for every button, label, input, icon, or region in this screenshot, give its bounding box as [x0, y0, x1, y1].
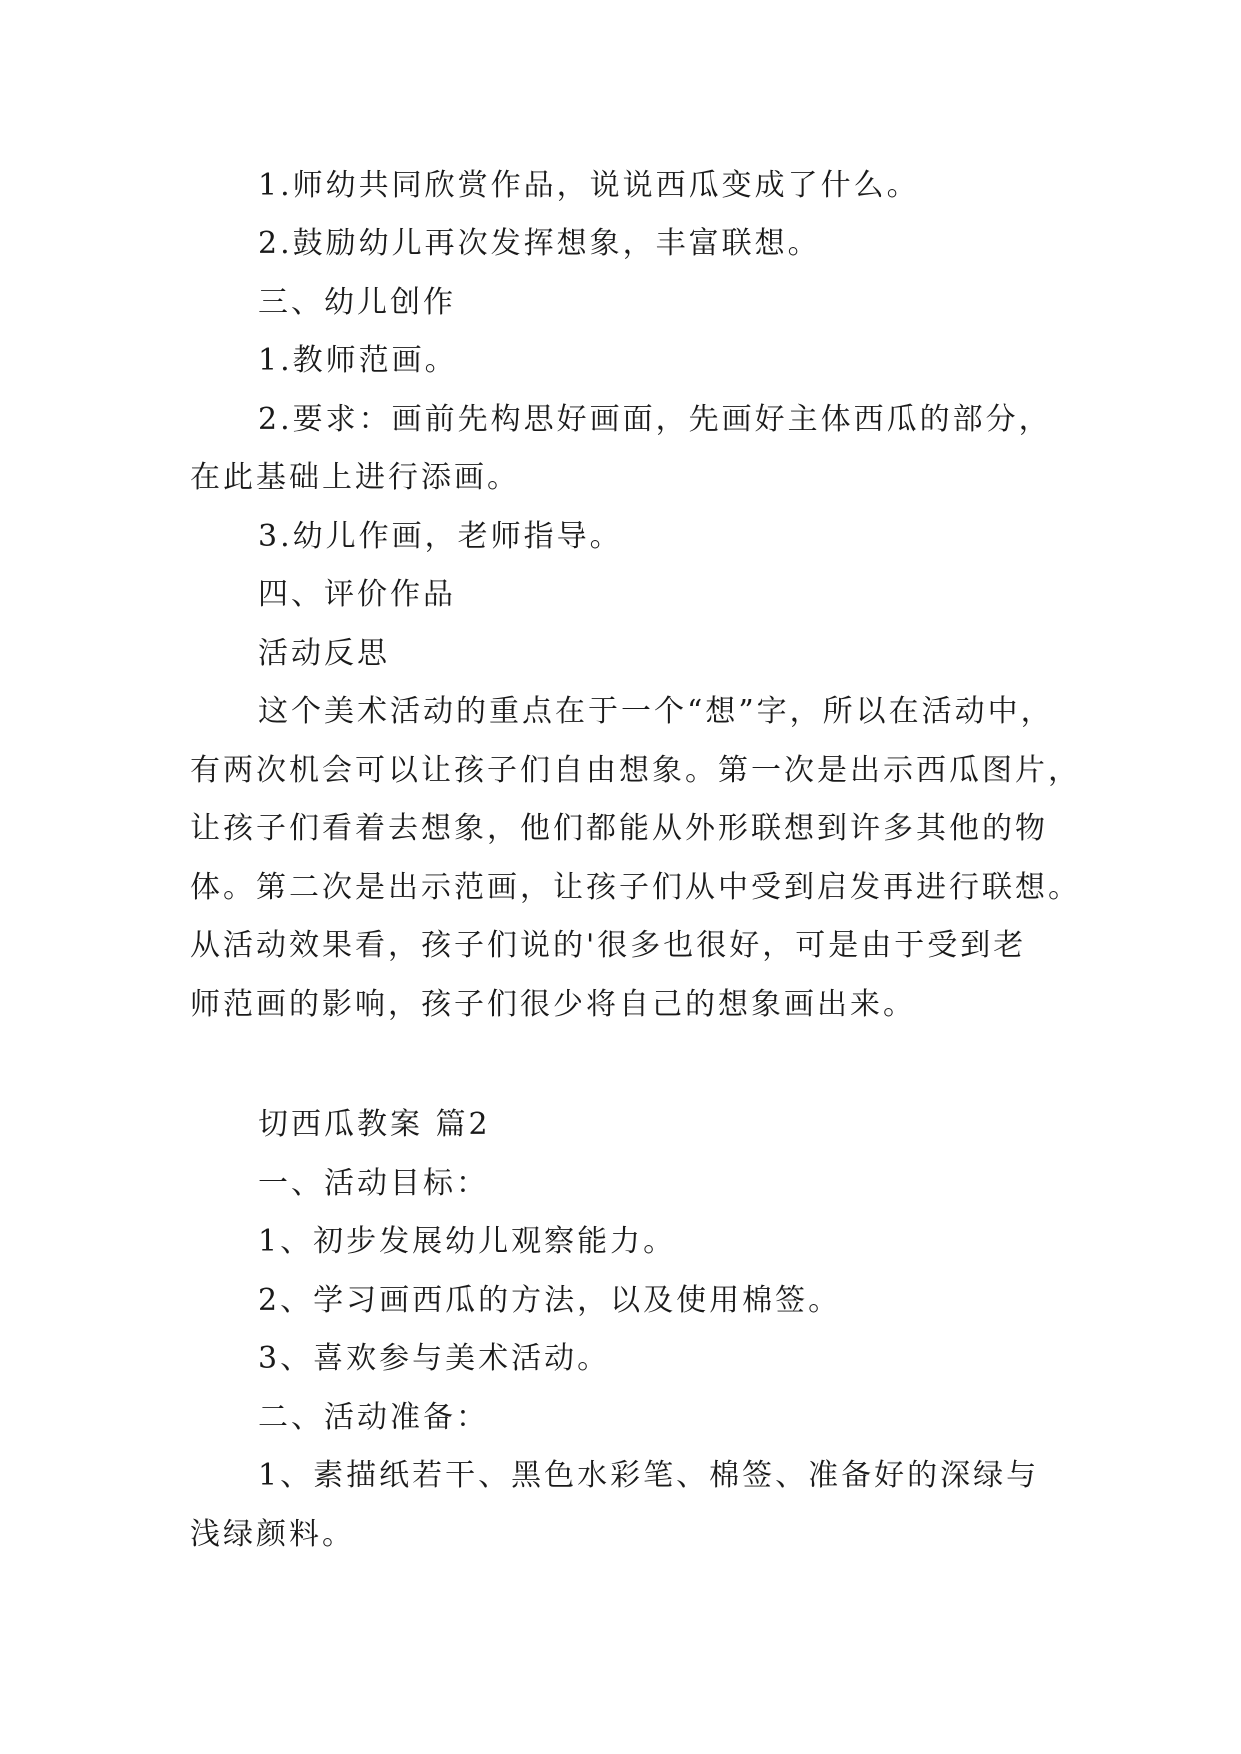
section-heading: 活动反思 — [258, 636, 390, 671]
paragraph-line: 3.幼儿作画，老师指导。 — [258, 519, 623, 554]
section-heading: 二、活动准备： — [258, 1400, 489, 1435]
paragraph-line: 3、喜欢参与美术活动。 — [258, 1341, 611, 1376]
paragraph-line: 从活动效果看，孩子们说的'很多也很好，可是由于受到老 — [190, 928, 1027, 963]
paragraph-line: 在此基础上进行添画。 — [190, 460, 520, 495]
paragraph-line: 体。第二次是出示范画，让孩子们从中受到启发再进行联想。 — [190, 870, 1081, 905]
paragraph-line: 1.教师范画。 — [258, 343, 458, 378]
paragraph-line: 1、初步发展幼儿观察能力。 — [258, 1224, 677, 1259]
paragraph-line: 1、素描纸若干、黑色水彩笔、棉签、准备好的深绿与 — [258, 1458, 1040, 1493]
section-heading: 一、活动目标： — [258, 1166, 489, 1201]
paragraph-line: 这个美术活动的重点在于一个“想”字，所以在活动中， — [258, 694, 1054, 729]
paragraph-line: 让孩子们看着去想象，他们都能从外形联想到许多其他的物 — [190, 811, 1048, 846]
document-title: 切西瓜教案 篇2 — [258, 1107, 491, 1142]
paragraph-line: 浅绿颜料。 — [190, 1517, 355, 1552]
paragraph-line: 2.要求：画前先构思好画面，先画好主体西瓜的部分， — [258, 402, 1052, 437]
paragraph-line: 有两次机会可以让孩子们自由想象。第一次是出示西瓜图片， — [190, 753, 1081, 788]
paragraph-line: 2.鼓励幼儿再次发挥想象，丰富联想。 — [258, 226, 821, 261]
paragraph-line: 2、学习画西瓜的方法，以及使用棉签。 — [258, 1283, 842, 1318]
paragraph-line: 1.师幼共同欣赏作品，说说西瓜变成了什么。 — [258, 168, 920, 203]
section-heading: 三、幼儿创作 — [258, 285, 456, 320]
section-heading: 四、评价作品 — [258, 577, 456, 612]
paragraph-line: 师范画的影响，孩子们很少将自己的想象画出来。 — [190, 987, 916, 1022]
